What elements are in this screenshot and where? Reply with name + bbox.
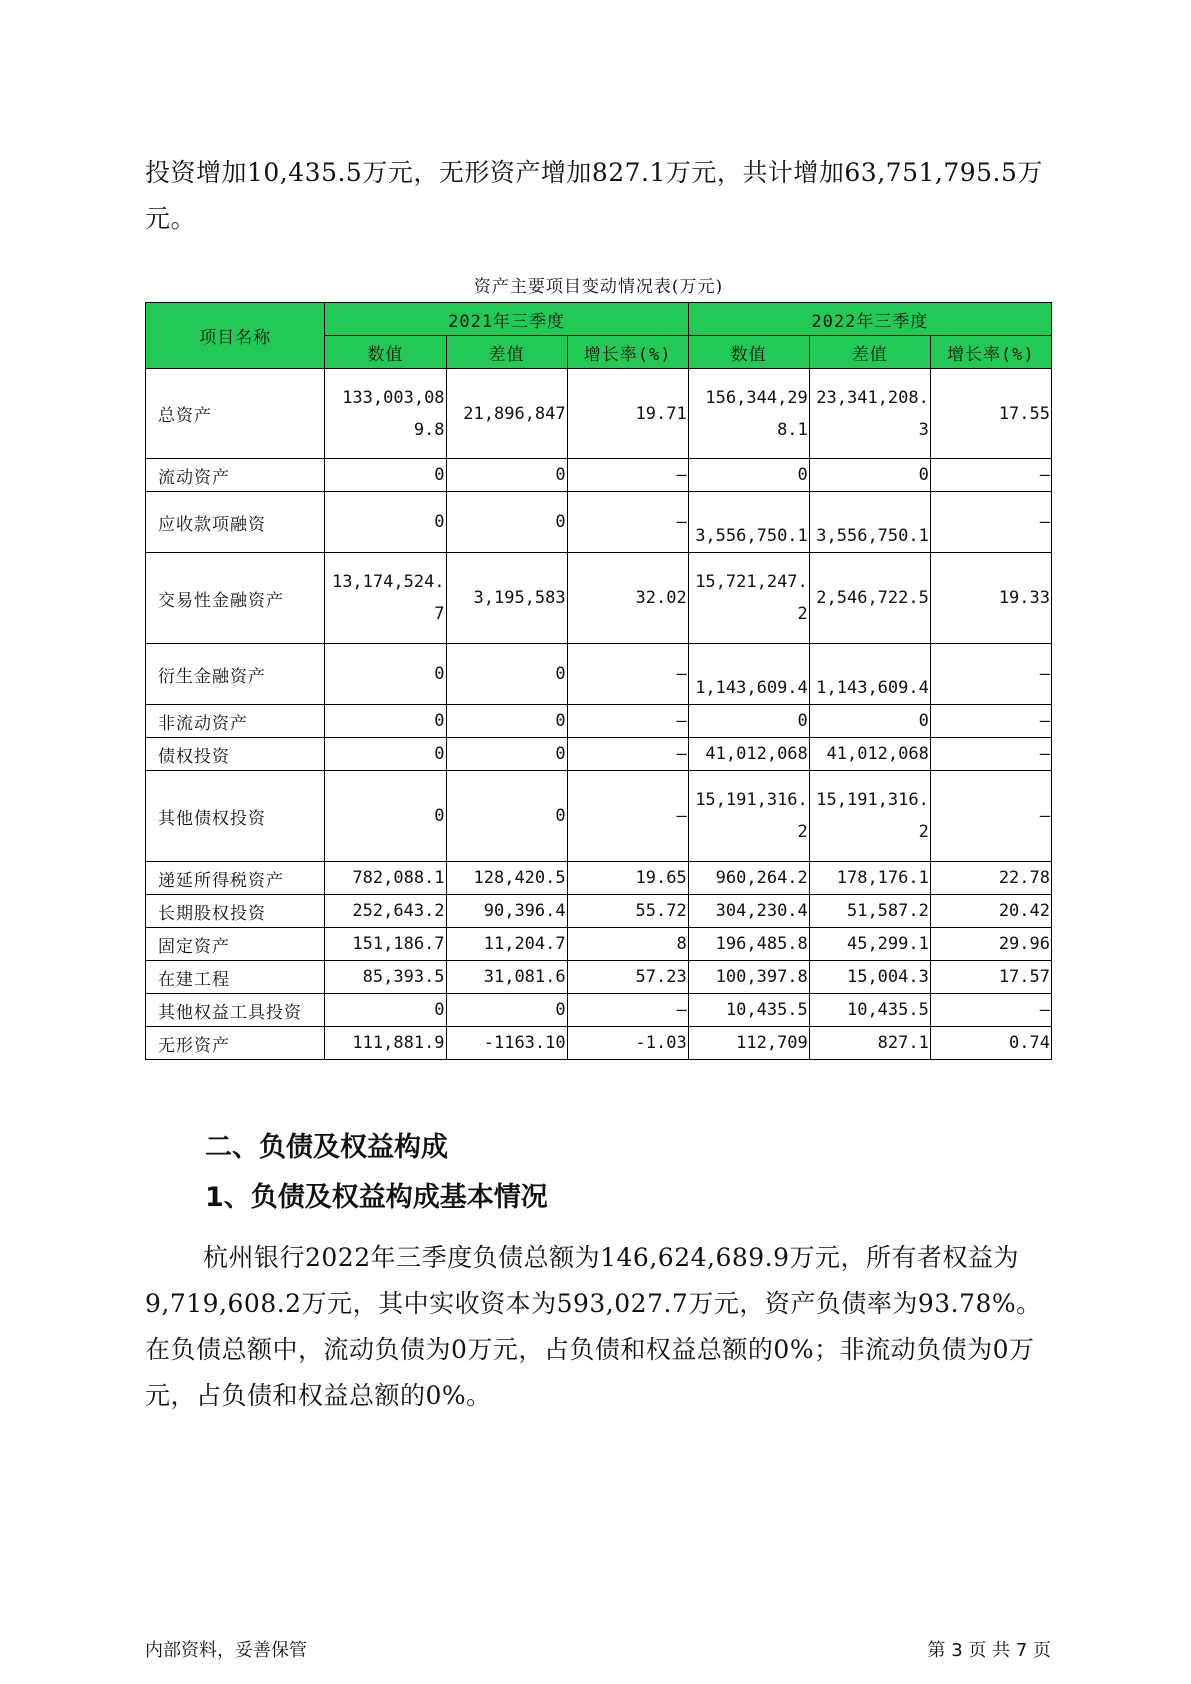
header-period-2022: 2022年三季度 (688, 303, 1051, 336)
header-value-2021: 数值 (325, 336, 446, 369)
cell-value-2021: 0 (325, 492, 446, 553)
cell-growth-2022: – (930, 644, 1051, 705)
table-row (146, 994, 1052, 1027)
cell-growth-2021: – (567, 994, 688, 1027)
row-name: 衍生金融资产 (146, 644, 325, 705)
cell-value-2022: 960,264.2 (688, 862, 809, 895)
cell-value-2022: 1,143,609.4 (688, 644, 809, 705)
row-name: 总资产 (146, 369, 325, 459)
cell-growth-2022: – (930, 705, 1051, 738)
row-name: 债权投资 (146, 738, 325, 771)
cell-value-2021: 0 (325, 738, 446, 771)
cell-growth-2021: 57.23 (567, 961, 688, 994)
cell-diff-2021: 0 (446, 771, 567, 862)
header-diff-2022: 差值 (809, 336, 930, 369)
cell-growth-2022: 29.96 (930, 928, 1051, 961)
header-growth-2022: 增长率(%) (930, 336, 1051, 369)
cell-diff-2021: 90,396.4 (446, 895, 567, 928)
footer-confidential-note: 内部资料，妥善保管 (145, 1640, 307, 1661)
cell-growth-2021: 19.65 (567, 862, 688, 895)
cell-value-2022: 100,397.8 (688, 961, 809, 994)
cell-growth-2021: – (567, 644, 688, 705)
row-name: 其他权益工具投资 (146, 994, 325, 1027)
cell-value-2021: 0 (325, 644, 446, 705)
row-name: 递延所得税资产 (146, 862, 325, 895)
cell-value-2022: 41,012,068 (688, 738, 809, 771)
cell-diff-2022: 51,587.2 (809, 895, 930, 928)
cell-value-2022: 156,344,298.1 (688, 369, 809, 459)
row-name: 无形资产 (146, 1027, 325, 1060)
cell-value-2022: 10,435.5 (688, 994, 809, 1027)
cell-growth-2021: – (567, 705, 688, 738)
row-name: 其他债权投资 (146, 771, 325, 862)
table-row (146, 738, 1052, 771)
table-row (146, 459, 1052, 492)
cell-diff-2021: 21,896,847 (446, 369, 567, 459)
cell-diff-2022: 15,004.3 (809, 961, 930, 994)
cell-value-2022: 112,709 (688, 1027, 809, 1060)
cell-diff-2021: 0 (446, 459, 567, 492)
cell-growth-2022: 22.78 (930, 862, 1051, 895)
cell-value-2021: 133,003,089.8 (325, 369, 446, 459)
cell-growth-2022: 17.57 (930, 961, 1051, 994)
table-row (146, 862, 1052, 895)
row-name: 长期股权投资 (146, 895, 325, 928)
section-heading: 二、负债及权益构成 (205, 1132, 448, 1163)
cell-growth-2021: 55.72 (567, 895, 688, 928)
cell-growth-2021: – (567, 459, 688, 492)
cell-growth-2021: 8 (567, 928, 688, 961)
table-row (146, 1027, 1052, 1060)
table-row (146, 961, 1052, 994)
cell-growth-2021: 32.02 (567, 553, 688, 644)
cell-value-2021: 782,088.1 (325, 862, 446, 895)
table-caption: 资产主要项目变动情况表(万元) (473, 277, 724, 297)
cell-diff-2022: 45,299.1 (809, 928, 930, 961)
body-paragraph: 杭州银行2022年三季度负债总额为146,624,689.9万元，所有者权益为9,719,608.2万元，其中实收资本为593,027.7万元，资产负债率为93.78%。在负债总额中，流动负债为0万元，占负债和权益总额的0%；非流动负债为0万元，占负债和权益总额的0%。 (145, 1243, 1042, 1410)
cell-value-2022: 0 (688, 705, 809, 738)
cell-growth-2021: -1.03 (567, 1027, 688, 1060)
cell-diff-2022: 827.1 (809, 1027, 930, 1060)
cell-diff-2021: 128,420.5 (446, 862, 567, 895)
cell-value-2021: 252,643.2 (325, 895, 446, 928)
cell-value-2021: 151,186.7 (325, 928, 446, 961)
cell-value-2022: 15,721,247.2 (688, 553, 809, 644)
row-name: 交易性金融资产 (146, 553, 325, 644)
cell-growth-2022: 20.42 (930, 895, 1051, 928)
row-name: 固定资产 (146, 928, 325, 961)
row-name: 流动资产 (146, 459, 325, 492)
cell-growth-2022: – (930, 994, 1051, 1027)
cell-diff-2022: 2,546,722.5 (809, 553, 930, 644)
cell-value-2021: 0 (325, 459, 446, 492)
cell-growth-2022: 0.74 (930, 1027, 1051, 1060)
cell-diff-2021: 0 (446, 738, 567, 771)
cell-diff-2022: 41,012,068 (809, 738, 930, 771)
cell-diff-2021: 31,081.6 (446, 961, 567, 994)
cell-growth-2021: – (567, 738, 688, 771)
table-row (146, 928, 1052, 961)
cell-value-2021: 0 (325, 994, 446, 1027)
cell-diff-2022: 23,341,208.3 (809, 369, 930, 459)
cell-growth-2021: – (567, 492, 688, 553)
cell-diff-2021: -1163.10 (446, 1027, 567, 1060)
cell-diff-2022: 15,191,316.2 (809, 771, 930, 862)
row-name: 在建工程 (146, 961, 325, 994)
cell-diff-2022: 178,176.1 (809, 862, 930, 895)
cell-diff-2022: 3,556,750.1 (809, 492, 930, 553)
cell-value-2022: 304,230.4 (688, 895, 809, 928)
cell-growth-2022: 19.33 (930, 553, 1051, 644)
header-item-name: 项目名称 (146, 303, 325, 369)
footer-page-number: 第 3 页 共 7 页 (927, 1640, 1051, 1661)
header-value-2022: 数值 (688, 336, 809, 369)
cell-growth-2022: 17.55 (930, 369, 1051, 459)
cell-growth-2021: – (567, 771, 688, 862)
cell-value-2022: 196,485.8 (688, 928, 809, 961)
row-name: 应收款项融资 (146, 492, 325, 553)
cell-value-2022: 3,556,750.1 (688, 492, 809, 553)
table-row (146, 771, 1052, 862)
cell-diff-2022: 0 (809, 459, 930, 492)
cell-diff-2021: 0 (446, 994, 567, 1027)
cell-growth-2022: – (930, 738, 1051, 771)
cell-value-2022: 15,191,316.2 (688, 771, 809, 862)
cell-diff-2021: 0 (446, 705, 567, 738)
cell-growth-2022: – (930, 771, 1051, 862)
table-row (146, 705, 1052, 738)
cell-value-2021: 0 (325, 771, 446, 862)
cell-diff-2021: 0 (446, 644, 567, 705)
header-growth-2021: 增长率(%) (567, 336, 688, 369)
cell-growth-2022: – (930, 459, 1051, 492)
table-row (146, 644, 1052, 705)
cell-diff-2021: 0 (446, 492, 567, 553)
header-period-2021: 2021年三季度 (325, 303, 688, 336)
cell-value-2021: 111,881.9 (325, 1027, 446, 1060)
cell-diff-2021: 11,204.7 (446, 928, 567, 961)
cell-value-2021: 13,174,524.7 (325, 553, 446, 644)
cell-diff-2021: 3,195,583 (446, 553, 567, 644)
row-name: 非流动资产 (146, 705, 325, 738)
cell-value-2021: 0 (325, 705, 446, 738)
table-row (146, 369, 1052, 459)
cell-growth-2021: 19.71 (567, 369, 688, 459)
table-row (146, 895, 1052, 928)
cell-diff-2022: 0 (809, 705, 930, 738)
cell-growth-2022: – (930, 492, 1051, 553)
table-row (146, 492, 1052, 553)
cell-value-2021: 85,393.5 (325, 961, 446, 994)
asset-change-table (145, 302, 1052, 1060)
header-diff-2021: 差值 (446, 336, 567, 369)
cell-diff-2022: 1,143,609.4 (809, 644, 930, 705)
cell-diff-2022: 10,435.5 (809, 994, 930, 1027)
table-row (146, 553, 1052, 644)
intro-paragraph: 投资增加10,435.5万元，无形资产增加827.1万元，共计增加63,751,795.5万元。 (145, 158, 1043, 233)
subsection-heading: 1、负债及权益构成基本情况 (205, 1182, 548, 1213)
cell-value-2022: 0 (688, 459, 809, 492)
